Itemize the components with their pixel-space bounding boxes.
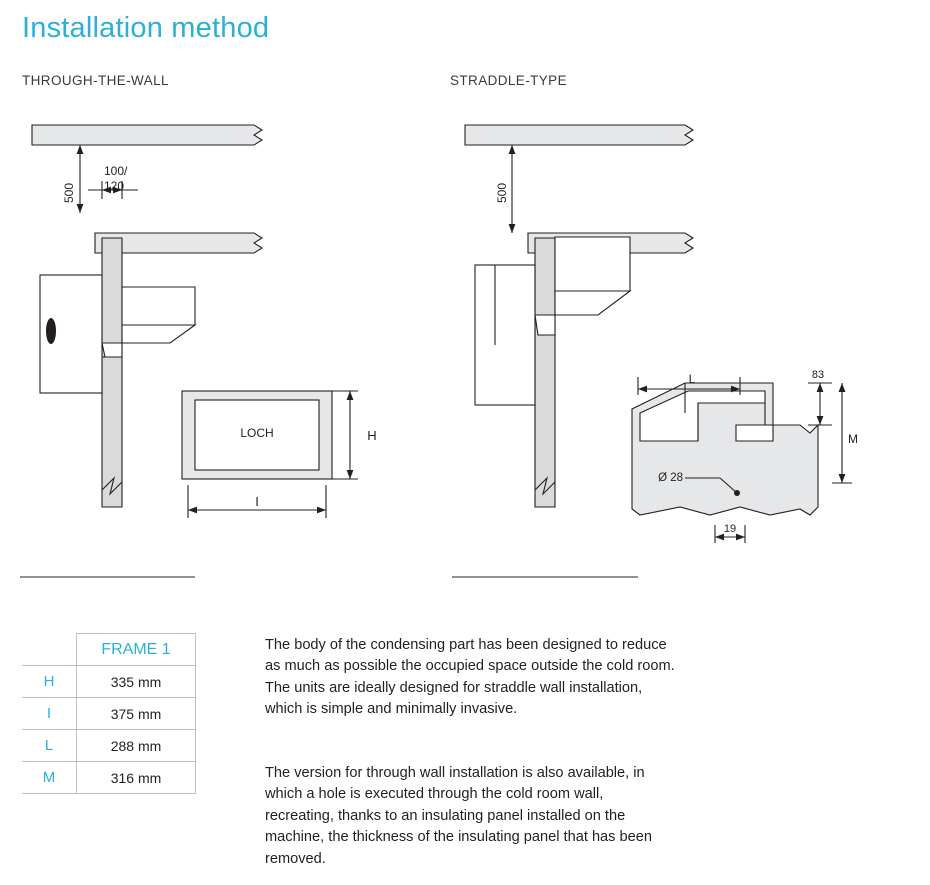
dim-19: 19 — [723, 523, 737, 535]
dim-m: M — [848, 432, 858, 446]
table-value-m: 316 mm — [77, 762, 196, 794]
section-label-straddle-type: STRADDLE-TYPE — [450, 73, 567, 88]
dim-83: 83 — [811, 369, 825, 381]
table-header-row — [22, 634, 196, 666]
table-key-l: L — [22, 730, 77, 762]
table-row — [22, 666, 196, 698]
dim-l: L — [688, 372, 696, 386]
table-value-h: 335 mm — [77, 666, 196, 698]
dim-100-120-line2: 120 — [104, 179, 125, 193]
dim-i: I — [255, 494, 259, 509]
dim-100-120-line1: 100/ — [104, 164, 128, 178]
diagram-straddle-type — [440, 95, 900, 600]
dim-diameter-28: Ø 28 — [658, 472, 683, 484]
description-paragraph-1: The body of the condensing part has been designed to reduce as much as possible the occupied space outside the cold room. The units are ideally designed for straddle wall installation, which is simple and minimally invasive. — [265, 636, 675, 718]
section-label-through-the-wall: THROUGH-THE-WALL — [22, 73, 169, 88]
hole-label-loch: LOCH — [240, 426, 274, 440]
table-key-h: H — [22, 666, 77, 698]
table-value-i: 375 mm — [77, 698, 196, 730]
dim-500-left: 500 — [62, 182, 76, 204]
table-row — [22, 698, 196, 730]
table-row — [22, 762, 196, 794]
description-paragraph-2: The version for through wall installation is also available, in which a hole is executed through the cold room wall, recreating, thanks to an insulating panel installed on the machine, the thickness of the insulating panel that has been removed. — [265, 764, 652, 867]
table-row — [22, 730, 196, 762]
diagram-through-the-wall — [10, 95, 430, 600]
table-corner-cell — [22, 634, 77, 666]
table-key-i: I — [22, 698, 77, 730]
page-title: Installation method — [22, 12, 270, 44]
table-header-frame-1: FRAME 1 — [77, 634, 196, 666]
table-value-l: 288 mm — [77, 730, 196, 762]
dim-500-right: 500 — [495, 182, 509, 204]
table-key-m: M — [22, 762, 77, 794]
dim-h: H — [367, 428, 377, 443]
frame-dimensions-table — [22, 633, 196, 794]
